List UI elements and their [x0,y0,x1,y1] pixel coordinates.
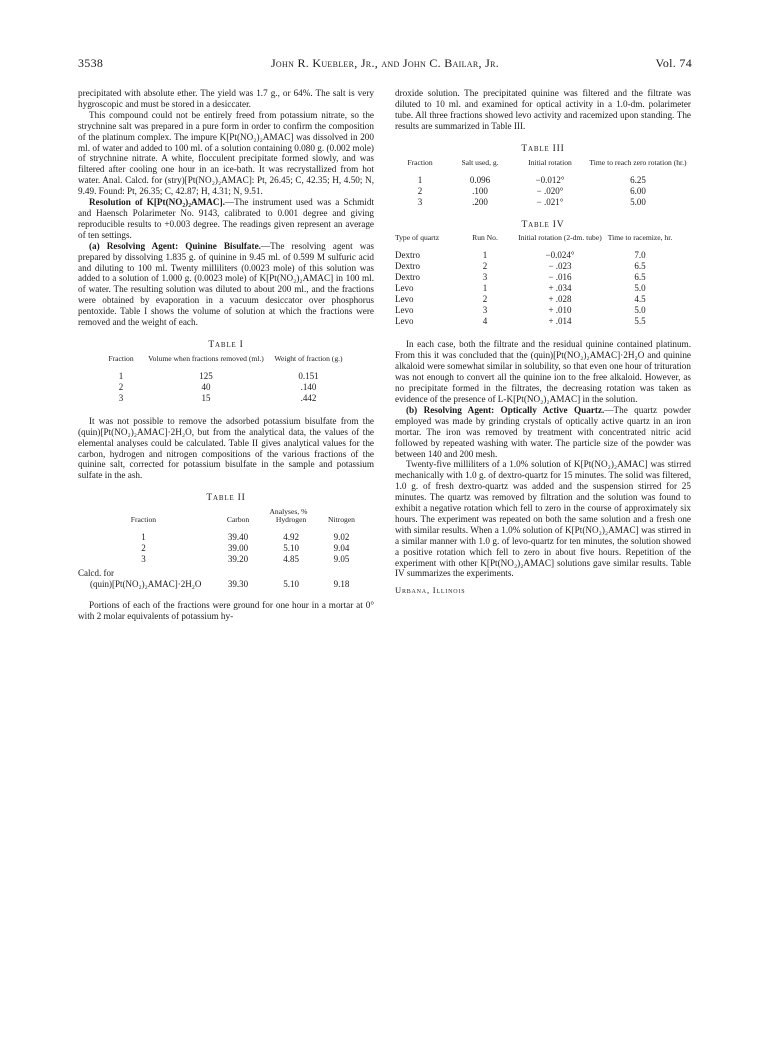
cell: 4.85 [283,554,299,565]
table-3 [395,159,691,208]
header-authors: John R. Kuebler, Jr., and John C. Bailar, Jr. [270,56,500,70]
cell: 0.096 [469,174,491,185]
cell: + .034 [548,283,572,294]
table-row [78,565,368,579]
cell: 5.00 [630,196,646,207]
cell: 15 [201,392,211,403]
column-header: Type of quartz [395,233,440,243]
cell: − .016 [548,272,572,283]
author-location: Urbana, Illinois [395,585,466,596]
cell: 3 [482,272,488,283]
table-row [96,371,351,382]
cell: 39.00 [227,543,249,554]
cell: Levo [395,283,414,294]
table-row [78,579,368,590]
table-row [395,305,675,316]
cell: .140 [300,381,317,392]
column-header: Volume when fractions removed (ml.) [148,353,264,363]
table-4 [395,234,675,327]
cell: 39.20 [227,554,249,565]
cell: 9.02 [333,532,350,543]
cell: 7.0 [634,250,646,261]
column-header: Fraction [130,515,157,525]
table-row [395,272,675,283]
column-header: Weight of fraction (g.) [274,353,343,363]
paragraph [78,197,374,241]
paragraph: In each case, both the filtrate and the residual quinine contained platinum. From this it was concluded that the (quin)[Pt(NO₂)₂AMAC]·2H₂O and quinine alkaloid were somewhat similar in solubility, so that even one hour of trituration was not enough to convert all the quinine ion to the free alkaloid. However, as no precipitate formed in the filtrates, the decreasing rotation was taken as evidence of the presence of L-K[Pt(NO₂)₂AMAC] in the solution. [395,339,691,404]
cell: −0.024° [545,250,575,261]
section-heading: (a) Resolving Agent: Quinine Bisulfate. [89,240,261,251]
column-header: Initial rotation (2-dm. tube) [518,233,602,243]
cell: 6.5 [634,261,646,272]
left-column [78,88,374,622]
table-row [395,261,675,272]
cell: 2 [482,294,488,305]
table-row [395,294,675,305]
table-row [395,175,691,186]
cell: 2 [482,261,488,272]
cell: 1 [118,370,124,381]
cell: .442 [300,392,317,403]
cell: 1 [482,250,488,261]
right-column [395,88,691,596]
cell: 9.18 [333,579,350,590]
cell: Calcd. for [78,568,114,579]
paragraph-text: —The instrument used was a Schmidt and Haensch Polarimeter No. 9143, calibrated to 0.001 degree and giving reproducible results to +0.003 degree. The readings given represent an average of ten settings. [78,197,374,240]
column-header: Fraction [407,157,433,167]
cell: 6.25 [630,174,646,185]
cell: 4.92 [283,532,299,543]
table-row [395,250,675,261]
cell: 5.0 [634,283,646,294]
table-caption: Table II [206,493,246,504]
column-header: Initial rotation [528,157,572,167]
table-row [395,186,691,197]
table-row [395,197,691,208]
cell: + .010 [548,305,572,316]
cell: (quin)[Pt(NO₂)₂AMAC]·2H₂O [90,579,202,590]
table-row [395,283,675,294]
table-row [96,382,351,393]
paragraph-text: —The quartz powder employed was made by grinding crystals of optically active quartz in an iron mortar. The iron was removed by treatment with concentrated nitric acid followed by repeated washing with water. The particle size of the powder was between 140 and 200 mesh. [395,404,691,459]
cell: 1 [482,283,488,294]
section-heading: Resolution of K[Pt(NO₂)₂AMAC]. [89,197,225,208]
cell: 39.30 [227,579,249,590]
paragraph-text: —The resolving agent was prepared by dissolving 1.835 g. of quinine in 9.45 ml. of 0.599 M sulfuric acid and diluting to 100 ml. Twenty milliliters (0.0023 mole) of this solution was added to a solution of 1.000 g. (0.0023 mole) of K[Pt(NO₂)₂AMAC] in 100 ml. of water. The resulting solution was diluted to about 200 ml., and the fractions were obtained by evaporation in a vacuum desiccator over phosphorus pentoxide. Table I shows the volume of solution at which the fractions were removed and the weight of each. [78,240,374,328]
cell: .200 [472,196,488,207]
column-header: Hydrogen [275,515,307,525]
cell: 2 [417,185,423,196]
cell: 1 [141,532,146,543]
cell: 2 [141,543,146,554]
cell: 9.05 [333,554,350,565]
cell: Dextro [395,250,420,261]
table-row [78,554,368,565]
column-header: Carbon [226,515,250,525]
column-header: Time to racemize, hr. [607,233,673,243]
cell: + .014 [548,316,572,327]
cell: 5.10 [283,543,299,554]
table-caption: Table I [208,339,244,350]
cell: − .020° [536,185,564,196]
cell: 1 [417,174,423,185]
paragraph [395,405,691,460]
section-heading: (b) Resolving Agent: Optically Active Quartz. [406,404,605,415]
cell: 4 [482,316,488,327]
table-1 [96,355,351,404]
cell: 2 [118,381,124,392]
table-row [395,316,675,327]
cell: Levo [395,305,414,316]
cell: 39.40 [227,532,249,543]
cell: + .028 [548,294,572,305]
running-header [78,56,692,72]
column-header: Run No. [472,233,498,243]
paragraph: droxide solution. The precipitated quinine was filtered and the filtrate was diluted to 10 ml. and examined for optical activity in a 1.0-dm. polarimeter tube. All three fractions showed levo activity and racemized upon standing. The results are summarized in Table III. [395,88,691,131]
cell: 5.5 [634,316,646,327]
volume-label: Vol. 74 [655,56,692,70]
table-caption: Table IV [521,219,565,230]
column-header: Time to reach zero rotation (hr.) [589,157,687,167]
cell: 4.5 [634,294,646,305]
cell: 5.10 [283,579,299,590]
cell: .100 [472,185,488,196]
cell: − .023 [548,261,572,272]
cell: 9.04 [333,543,350,554]
cell: 3 [482,305,488,316]
table-row [78,543,368,554]
column-header: Nitrogen [327,515,355,525]
cell: Dextro [395,272,420,283]
paragraph: Twenty-five milliliters of a 1.0% solution of K[Pt(NO₂)₂AMAC] was stirred mechanically with 1.0 g. of dextro-quartz for 15 minutes. The solid was filtered, 1.0 g. of fresh dextro-quartz was added and the suspension stirred for 25 minutes. The quartz was removed by filtration and the solution was found to exhibit a negative rotation which fell to zero in the course of approximately six hours. The experiment was repeated on both the same solution and a fresh one with similar results. When a 1.0% solution of K[Pt(NO₂)₂AMAC] was stirred in a similar manner with 1.0 g. of levo-quartz for ten minutes, the solution showed a positive rotation which fell to zero in about five hours. Repetition of the experiment with other K[Pt(NO₂)₂AMAC] solutions gave similar results. Table IV summarizes the experiments. [395,459,691,579]
cell: 6.5 [634,272,646,283]
column-header: Fraction [108,353,134,363]
paragraph: precipitated with absolute ether. The yield was 1.7 g., or 64%. The salt is very hygroscopic and must be stored in a desiccater. [78,88,374,109]
paragraph: It was not possible to remove the adsorbed potassium bisulfate from the (quin)[Pt(NO₂)₂AMAC]·2H₂O, but from the analytical data, the values of the elemental analyses could be calculated. Table II gives analytical values for the carbon, hydrogen and nitrogen compositions of the various fractions of the quinine salt, corrected for potassium bisulfate in the sample and potassium sulfate in the ash. [78,415,374,481]
cell: 6.00 [630,185,646,196]
paragraph: Portions of each of the fractions were ground for one hour in a mortar at 0° with 2 molar equivalents of potassium hy- [78,600,374,622]
cell: −0.012° [535,174,565,185]
table-2 [78,508,368,590]
cell: 3 [141,554,146,565]
cell: 5.0 [634,305,646,316]
paragraph: This compound could not be entirely freed from potassium nitrate, so the strychnine salt was prepared in a pure form in order to confirm the composition of the platinum complex. The impure K[Pt(NO₂)₂AMAC] was dissolved in 200 ml. of water and added to 100 ml. of a solution containing 0.080 g. (0.002 mole) of strychnine nitrate. A white, flocculent precipitate formed slowly, and was filtered after cooling one hour in an ice-bath. It was recrystallized from hot water. Anal. Calcd. for (stry)[Pt(NO₂)₂AMAC]: Pt, 26.45; C, 42.35; H, 4.50; N, 9.49. Found: Pt, 26.35; C, 42.87; H, 4.31; N, 9.51. [78,109,374,197]
table-row [96,393,351,404]
table-row [78,532,368,543]
cell: 0.151 [298,370,319,381]
cell: Levo [395,294,414,305]
cell: 3 [118,392,124,403]
cell: 40 [201,381,211,392]
cell: − .021° [536,196,564,207]
paragraph [78,241,374,328]
page-number: 3538 [78,56,104,70]
group-header: Analyses, % [269,507,308,517]
cell: 3 [417,196,423,207]
cell: Levo [395,316,414,327]
cell: 125 [199,370,213,381]
column-header: Salt used, g. [461,157,499,167]
cell: Dextro [395,261,420,272]
table-caption: Table III [521,143,565,154]
